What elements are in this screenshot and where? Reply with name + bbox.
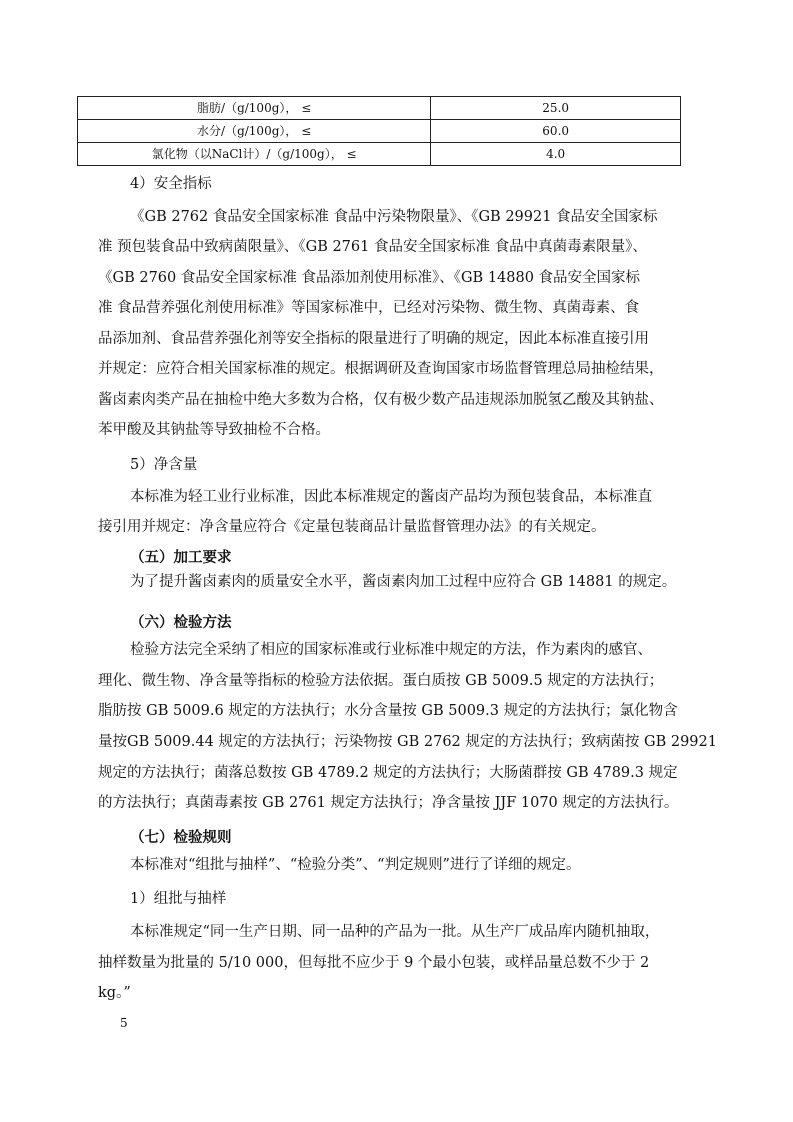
paragraph-line: 的方法执行；真菌毒素按 GB 2761 规定方法执行；净含量按 JJF 1070 规定的方法执行。	[98, 795, 679, 811]
subsection-title: 1）组批与抽样	[130, 891, 227, 907]
table-cell-item: 氯化物（以NaCl计）/（g/100g）， ≤	[78, 143, 431, 166]
paragraph-line: 本标准规定“同一生产日期、同一品种的产品为一批。从生产厂成品库内随机抽取，	[130, 924, 660, 940]
spec-table	[77, 96, 681, 166]
table-row	[78, 97, 681, 120]
paragraph-line: 规定的方法执行；菌落总数按 GB 4789.2 规定的方法执行；大肠菌群按 GB 4789.3 规定	[98, 765, 678, 781]
paragraph-line: 量按GB 5009.44 规定的方法执行；污染物按 GB 2762 规定的方法执行；致病菌按 GB 29921	[98, 734, 717, 750]
table-cell-value: 25.0	[431, 97, 681, 120]
table-row	[78, 120, 681, 143]
table-cell-value: 60.0	[431, 120, 681, 143]
paragraph-line: 《GB 2762 食品安全国家标准 食品中污染物限量》、《GB 29921 食品安全国家标	[130, 209, 658, 225]
table-row	[78, 143, 681, 166]
paragraph-line: 苯甲酸及其钠盐等导致抽检不合格。	[98, 422, 330, 438]
paragraph-line: 为了提升酱卤素肉的质量安全水平，酱卤素肉加工过程中应符合 GB 14881 的规定。	[130, 574, 677, 590]
paragraph-line: kg。”	[98, 985, 131, 1001]
page-number: 5	[120, 1016, 128, 1030]
table-cell-item: 脂肪/（g/100g）， ≤	[78, 97, 431, 120]
paragraph-line: 并规定：应符合相关国家标准的规定。根据调研及查询国家市场监督管理总局抽检结果，	[98, 361, 664, 377]
section-4-title: 4）安全指标	[130, 176, 212, 192]
paragraph-line: 品添加剂、食品营养强化剂等安全指标的限量进行了明确的规定，因此本标准直接引用	[98, 331, 649, 347]
table-cell-value: 4.0	[431, 143, 681, 166]
paragraph-line: 脂肪按 GB 5009.6 规定的方法执行；水分含量按 GB 5009.3 规定的方法执行；氯化物含	[98, 703, 678, 719]
paragraph-line: 酱卤素肉类产品在抽检中绝大多数为合格，仅有极少数产品违规添加脱氢乙酸及其钠盐、	[98, 392, 664, 408]
paragraph-line: 检验方法完全采纳了相应的国家标准或行业标准中规定的方法，作为素肉的感官、	[130, 642, 652, 658]
heading-processing: （五）加工要求	[130, 550, 232, 566]
section-5-title: 5）净含量	[130, 457, 198, 473]
paragraph-line: 本标准为轻工业行业标准，因此本标准规定的酱卤产品均为预包装食品，本标准直	[130, 489, 652, 505]
paragraph-line: 接引用并规定：净含量应符合《定量包装商品计量监督管理办法》的有关规定。	[98, 519, 606, 535]
table-cell-item: 水分/（g/100g）， ≤	[78, 120, 431, 143]
paragraph-line: 理化、微生物、净含量等指标的检验方法依据。蛋白质按 GB 5009.5 规定的方法执行；	[98, 673, 664, 689]
paragraph-line: 准 预包装食品中致病菌限量》、《GB 2761 食品安全国家标准 食品中真菌毒素限量》、	[98, 239, 647, 255]
paragraph-line: 《GB 2760 食品安全国家标准 食品添加剂使用标准》、《GB 14880 食品安全国家标	[98, 270, 641, 286]
heading-test-methods: （六）检验方法	[130, 615, 232, 631]
paragraph-line: 本标准对“组批与抽样”、“检验分类”、“判定规则”进行了详细的规定。	[130, 857, 581, 873]
paragraph-line: 准 食品营养强化剂使用标准》等国家标准中，已经对污染物、微生物、真菌毒素、食	[98, 300, 640, 316]
paragraph-line: 抽样数量为批量的 5/10 000，但每批不应少于 9 个最小包装，或样品量总数不少于 2	[98, 955, 650, 971]
heading-inspection-rules: （七）检验规则	[130, 830, 232, 846]
